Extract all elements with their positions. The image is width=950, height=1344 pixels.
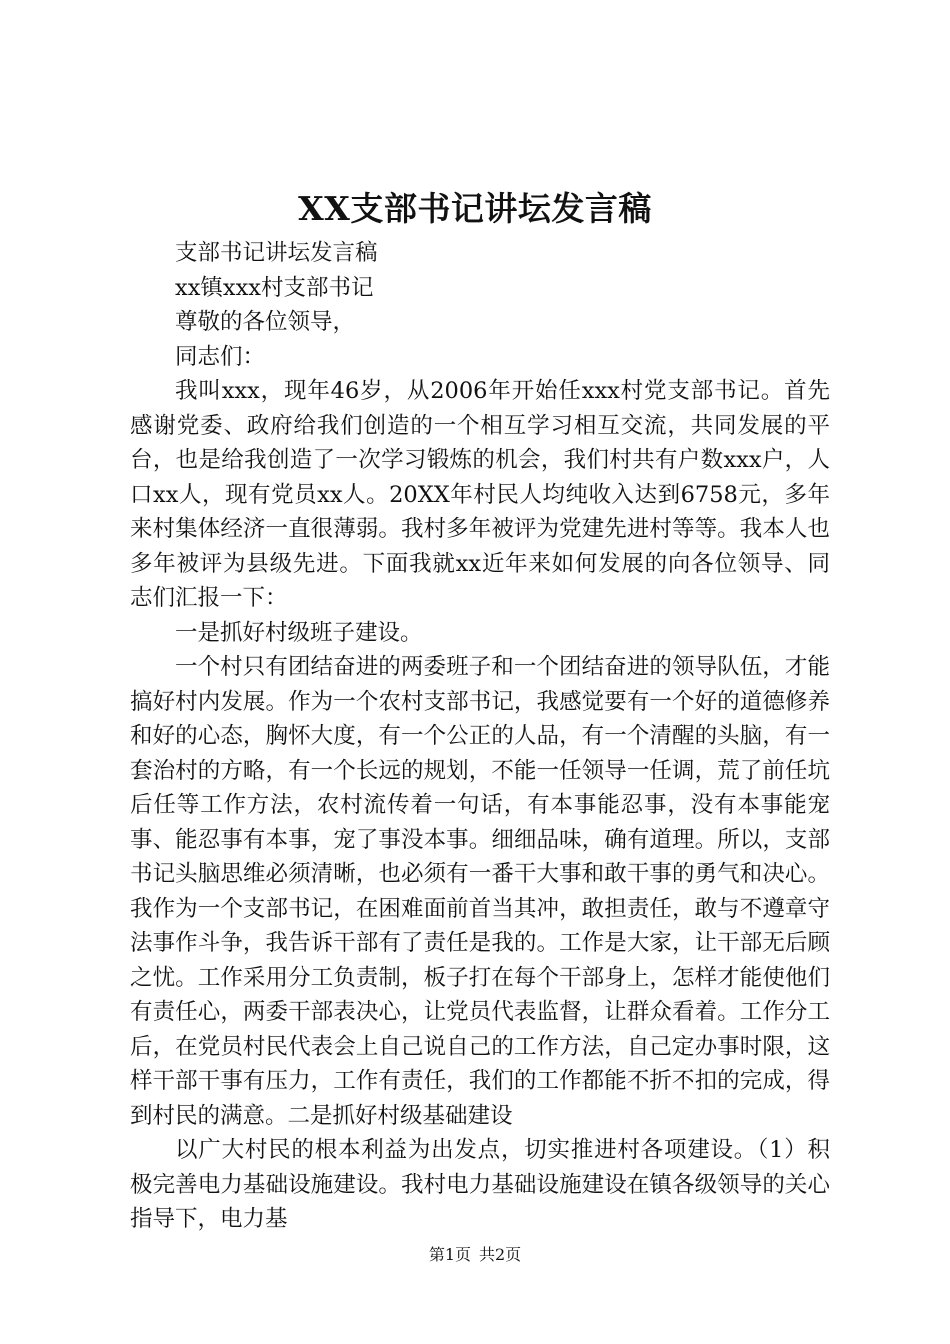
- salutation-line: 尊敬的各位领导，: [175, 309, 356, 335]
- body-paragraph: 一个村只有团结奋进的两委班子和一个团结奋进的领导队伍，才能搞好村内发展。作为一个农村支部书记，我感觉要有一个好的道德修养和好的心态，胸怀大度，有一个公正的人品，有一个清醒的头脑，有一套治村的方略，有一个长远的规划，不能一任领导一任调，荒了前任坑后任等工作方法，农村流传着一句话，有本事能忍事，没有本事能宠事、能忍事有本事，宠了事没本事。细细品味，确有道理。所以，支部书记头脑思维必须清晰，也必须有一番干大事和敢干事的勇气和决心。我作为一个支部书记，在困难面前首当其冲，敢担责任，敢与不遵章守法事作斗争，我告诉干部有了责任是我的。工作是大家，让干部无后顾之忧。工作采用分工负责制，板子打在每个干部身上，怎样才能使他们有责任心，两委干部表决心，让党员代表监督，让群众看着。工作分工后，在党员村民代表会上自己说自己的工作方法，自己定办事时限，这样干部干事有压力，工作有责任，我们的工作都能不折不扣的完成，得到村民的满意。二是抓好村级基础建设: [130, 654, 830, 1129]
- document-title: XX支部书记讲坛发言稿: [298, 189, 652, 228]
- document-body: [130, 236, 830, 1237]
- body-paragraph: 我叫xxx，现年46岁，从2006年开始任xxx村党支部书记。首先感谢党委、政府给我们创造的一个相互学习相互交流，共同发展的平台，也是给我创造了一次学习锻炼的机会，我们村共有户数xxx户，人口xx人，现有党员xx人。20XX年村民人均纯收入达到6758元，多年来村集体经济一直很薄弱。我村多年被评为党建先进村等等。我本人也多年被评为县级先进。下面我就xx近年来如何发展的向各位领导、同志们汇报一下：: [130, 378, 830, 611]
- subtitle-line: 支部书记讲坛发言稿: [175, 240, 378, 266]
- page-footer: [0, 1244, 950, 1266]
- page-number: 第1页: [428, 1245, 471, 1264]
- body-paragraph: 以广大村民的根本利益为出发点，切实推进村各项建设。（1）积极完善电力基础设施建设。我村电力基础设施建设在镇各级领导的关心指导下，电力基: [130, 1137, 830, 1232]
- author-line: xx镇xxx村支部书记: [175, 274, 374, 301]
- page-total: 共2页: [479, 1245, 522, 1264]
- salutation-line: 同志们：: [175, 343, 266, 370]
- section-heading: 一是抓好村级班子建设。: [175, 619, 423, 646]
